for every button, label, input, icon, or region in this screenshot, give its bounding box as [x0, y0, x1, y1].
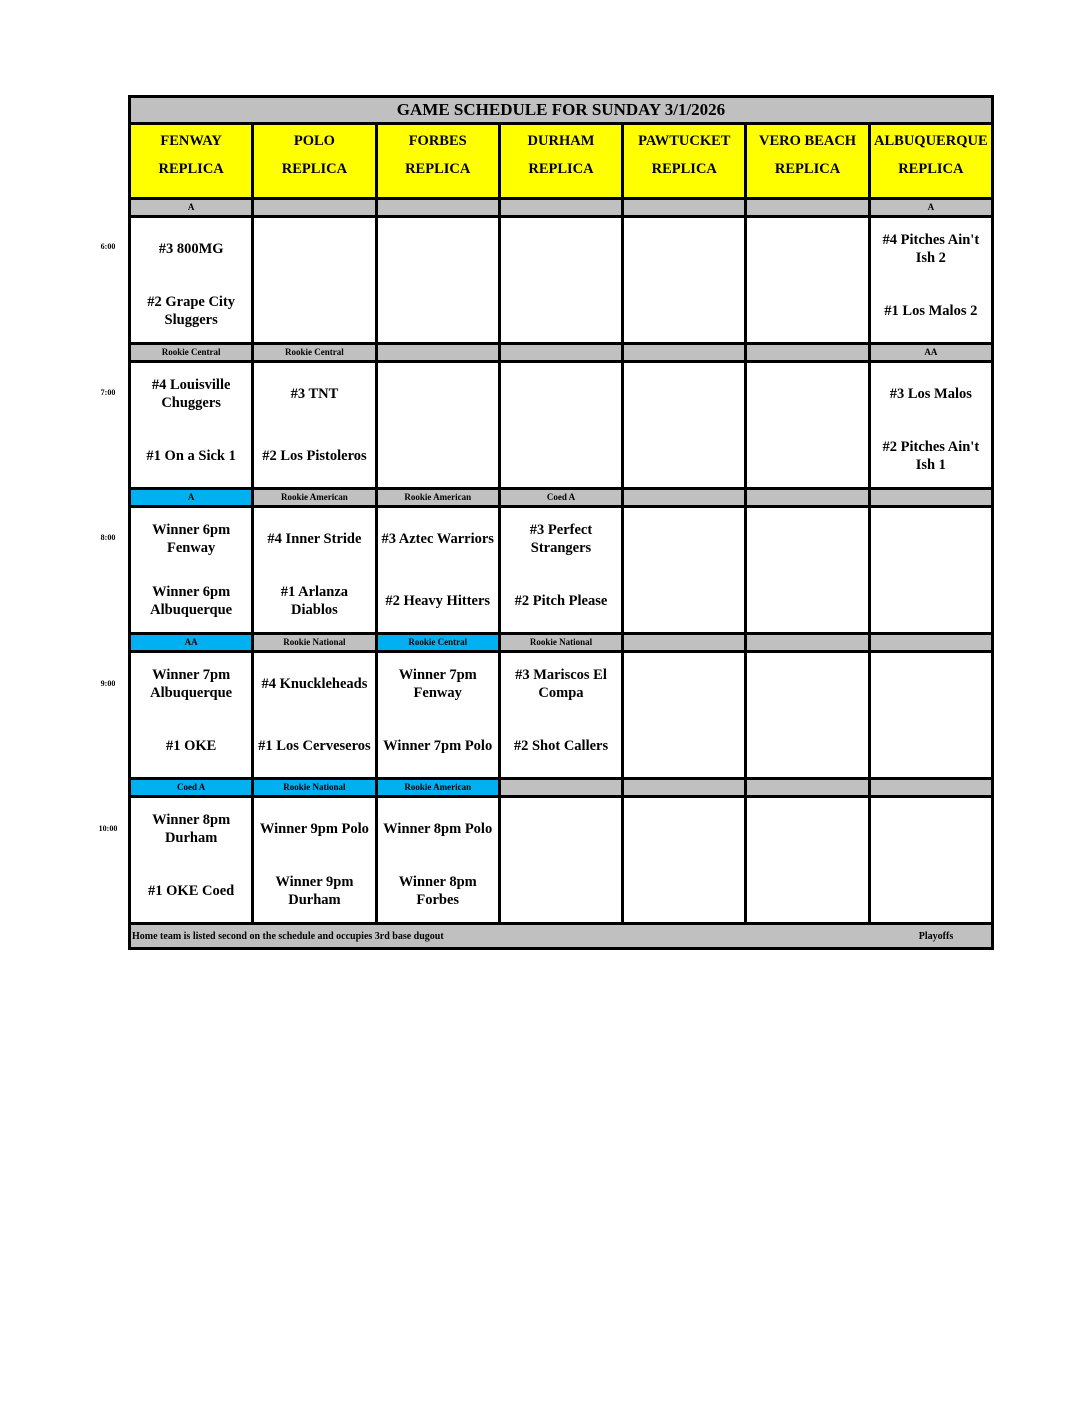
game-row	[128, 650, 994, 777]
field-type: REPLICA	[774, 161, 841, 177]
game-cell	[747, 508, 870, 632]
footer-row	[128, 922, 994, 950]
division-label: Coed A	[501, 490, 624, 505]
home-team: #1 Arlanza Diablos	[280, 584, 349, 618]
time-label: 10:00	[98, 824, 118, 833]
field-name: FORBES	[408, 133, 467, 149]
field-type: REPLICA	[281, 161, 348, 177]
home-team	[871, 715, 991, 777]
division-label	[254, 200, 377, 215]
game-cell	[501, 363, 624, 487]
field-header	[131, 125, 254, 197]
home-team	[501, 860, 621, 922]
division-label	[747, 200, 870, 215]
game-cell	[501, 508, 624, 632]
division-label	[624, 200, 747, 215]
away-team	[501, 363, 621, 425]
division-label: Rookie American	[378, 780, 501, 795]
field-name: PAWTUCKET	[638, 133, 731, 149]
game-cell	[131, 798, 254, 922]
division-label: Coed A	[131, 780, 254, 795]
game-cell	[747, 218, 870, 342]
away-team: Winner 7pm Fenway	[398, 667, 477, 701]
away-team	[378, 363, 498, 425]
home-team: #1 Los Malos 2	[884, 303, 978, 319]
division-label	[624, 780, 747, 795]
home-team	[747, 715, 867, 777]
division-label: AA	[871, 345, 991, 360]
division-label: Rookie Central	[254, 345, 377, 360]
division-label-row	[128, 777, 994, 795]
division-label	[624, 490, 747, 505]
game-cell	[254, 218, 377, 342]
home-team	[747, 860, 867, 922]
home-team: #1 On a Sick 1	[146, 448, 236, 464]
home-team	[254, 280, 374, 342]
away-team	[747, 508, 867, 570]
division-label-row	[128, 487, 994, 505]
game-row	[128, 215, 994, 342]
away-team	[747, 653, 867, 715]
field-header	[871, 125, 991, 197]
time-slot-rows	[128, 197, 994, 922]
field-header	[254, 125, 377, 197]
division-label	[747, 490, 870, 505]
away-team: Winner 9pm Polo	[259, 821, 369, 837]
home-team	[871, 860, 991, 922]
division-label: A	[871, 200, 991, 215]
home-team	[624, 280, 744, 342]
game-cell	[871, 798, 991, 922]
away-team: #3 Los Malos	[889, 386, 972, 402]
division-label-row	[128, 632, 994, 650]
division-label: Rookie American	[254, 490, 377, 505]
game-cell	[378, 508, 501, 632]
away-team	[624, 653, 744, 715]
division-label	[871, 780, 991, 795]
away-team	[254, 218, 374, 280]
away-team	[747, 218, 867, 280]
game-cell	[501, 798, 624, 922]
division-label: Rookie National	[254, 635, 377, 650]
game-cell	[254, 798, 377, 922]
field-name: VERO BEACH	[759, 133, 857, 149]
away-team	[624, 363, 744, 425]
game-cell	[871, 363, 991, 487]
game-row	[128, 505, 994, 632]
home-team: #1 OKE	[165, 738, 217, 754]
field-header	[501, 125, 624, 197]
away-team	[747, 363, 867, 425]
away-team	[501, 218, 621, 280]
game-cell	[131, 363, 254, 487]
division-label: Rookie Central	[131, 345, 254, 360]
away-team: #3 800MG	[158, 241, 224, 257]
home-team	[378, 280, 498, 342]
time-label: 6:00	[100, 242, 116, 251]
away-team: #4 Knuckleheads	[261, 676, 368, 692]
away-team: #4 Inner Stride	[267, 531, 362, 547]
away-team	[871, 798, 991, 860]
home-team	[378, 425, 498, 487]
away-team: Winner 8pm Durham	[152, 812, 231, 846]
away-team: #4 Pitches Ain't Ish 2	[882, 232, 980, 266]
schedule-title: GAME SCHEDULE FOR SUNDAY 3/1/2026	[128, 95, 994, 122]
game-cell	[131, 218, 254, 342]
game-row	[128, 360, 994, 487]
away-team	[501, 798, 621, 860]
home-team: #2 Shot Callers	[513, 738, 609, 754]
field-type: REPLICA	[405, 161, 471, 177]
home-team	[624, 570, 744, 632]
division-label: Rookie Central	[378, 635, 501, 650]
division-label: Rookie American	[378, 490, 501, 505]
away-team: #3 Perfect Strangers	[529, 522, 593, 556]
division-label: Rookie National	[254, 780, 377, 795]
home-team	[871, 570, 991, 632]
home-team	[501, 280, 621, 342]
field-name: POLO	[293, 133, 335, 149]
field-type: REPLICA	[528, 161, 594, 177]
field-name: FENWAY	[160, 133, 222, 149]
field-header-row	[128, 122, 994, 197]
time-label: 8:00	[100, 533, 116, 542]
home-team: Winner 8pm Forbes	[398, 874, 477, 908]
division-label-row	[128, 342, 994, 360]
division-label	[747, 635, 870, 650]
away-team	[871, 508, 991, 570]
game-cell	[624, 508, 747, 632]
division-label	[747, 345, 870, 360]
game-cell	[378, 798, 501, 922]
time-label: 7:00	[100, 387, 116, 397]
home-team: #2 Los Pistoleros	[262, 448, 367, 464]
game-cell	[747, 653, 870, 777]
away-team	[624, 798, 744, 860]
game-cell	[254, 653, 377, 777]
home-team: #1 OKE Coed	[148, 883, 235, 899]
game-cell	[871, 653, 991, 777]
away-team	[747, 798, 867, 860]
game-cell	[871, 218, 991, 342]
division-label	[871, 635, 991, 650]
field-name: ALBUQUERQUE	[874, 133, 988, 149]
field-header	[624, 125, 747, 197]
home-team: Winner 6pm Albuquerque	[150, 584, 233, 618]
division-label	[501, 200, 624, 215]
game-row	[128, 795, 994, 922]
home-team: Winner 9pm Durham	[275, 874, 354, 908]
game-cell	[378, 218, 501, 342]
away-team	[624, 508, 744, 570]
division-label	[378, 345, 501, 360]
field-header	[378, 125, 501, 197]
home-team: Winner 7pm Polo	[383, 738, 493, 754]
away-team: Winner 8pm Polo	[383, 821, 493, 837]
away-team	[624, 218, 744, 280]
game-cell	[501, 218, 624, 342]
home-team	[624, 860, 744, 922]
division-label: Rookie National	[501, 635, 624, 650]
division-label	[747, 780, 870, 795]
game-cell	[747, 798, 870, 922]
away-team: Winner 6pm Fenway	[152, 522, 231, 556]
game-cell	[501, 653, 624, 777]
away-team: #3 Mariscos El Compa	[515, 667, 607, 701]
footer-note: Home team is listed second on the schedule and occupies 3rd base dugout	[132, 930, 444, 942]
home-team	[501, 425, 621, 487]
game-cell	[871, 508, 991, 632]
division-label: AA	[131, 635, 254, 650]
division-label	[501, 780, 624, 795]
away-team: #3 TNT	[290, 386, 339, 402]
game-cell	[747, 363, 870, 487]
game-cell	[624, 653, 747, 777]
field-header	[747, 125, 870, 197]
game-cell	[624, 363, 747, 487]
home-team	[747, 280, 867, 342]
away-team: #3 Aztec Warriors	[381, 531, 494, 547]
footer-playoffs-tag: Playoffs	[918, 930, 954, 942]
home-team: #2 Pitch Please	[514, 593, 608, 609]
home-team	[747, 570, 867, 632]
home-team: #2 Heavy Hitters	[385, 593, 491, 609]
away-team	[378, 218, 498, 280]
field-type: REPLICA	[651, 161, 717, 177]
away-team: Winner 7pm Albuquerque	[150, 667, 233, 701]
away-team	[871, 653, 991, 715]
home-team	[624, 425, 744, 487]
schedule-table	[128, 95, 994, 950]
division-label: A	[131, 490, 254, 505]
home-team: #2 Pitches Ain't Ish 1	[882, 439, 980, 473]
game-cell	[378, 363, 501, 487]
time-label: 9:00	[100, 678, 116, 688]
game-cell	[378, 653, 501, 777]
field-type: REPLICA	[158, 161, 224, 177]
field-type: REPLICA	[898, 161, 964, 177]
field-name: DURHAM	[527, 133, 595, 149]
division-label	[501, 345, 624, 360]
division-label: A	[131, 200, 254, 215]
division-label-row	[128, 197, 994, 215]
home-team: #1 Los Cerveseros	[258, 738, 371, 754]
game-cell	[624, 218, 747, 342]
division-label	[624, 635, 747, 650]
division-label	[378, 200, 501, 215]
home-team: #2 Grape City Sluggers	[147, 294, 236, 328]
game-cell	[131, 508, 254, 632]
game-cell	[254, 508, 377, 632]
game-cell	[624, 798, 747, 922]
division-label	[624, 345, 747, 360]
division-label	[871, 490, 991, 505]
game-cell	[131, 653, 254, 777]
home-team	[747, 425, 867, 487]
home-team	[624, 715, 744, 777]
away-team: #4 Louisville Chuggers	[151, 377, 231, 411]
game-cell	[254, 363, 377, 487]
